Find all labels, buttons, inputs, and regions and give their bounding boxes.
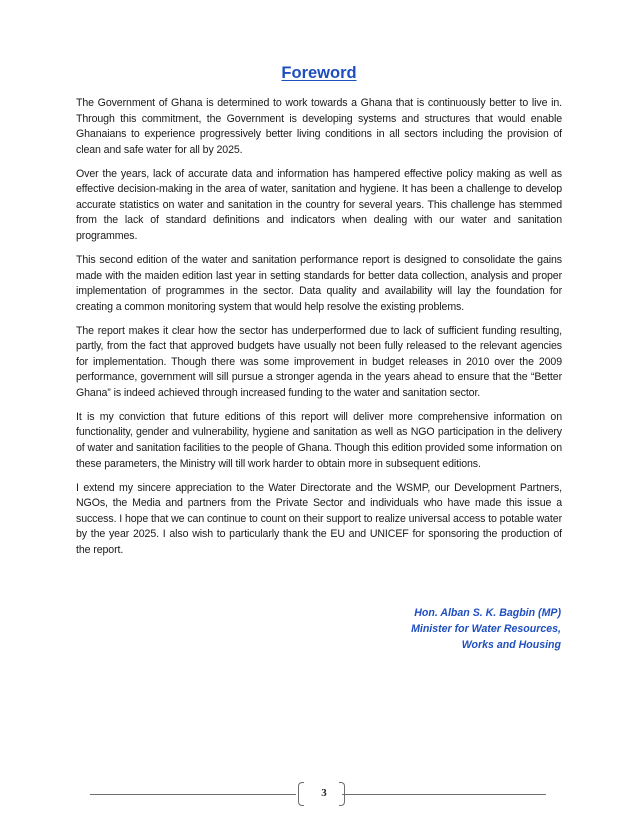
page-number: 3 <box>321 787 327 799</box>
footer-rule-right <box>342 794 546 795</box>
paragraph-6: I extend my sincere appreciation to the Water Directorate and the WSMP, our Development Partners, NGOs, the Media and partners from the Private Sector and individuals who have made this issue a success. I hope that we can continue to count on their support to realize universal access to potable water by the year 2025. I also wish to particularly thank the EU and UNICEF for sponsoring the production of the report. <box>76 481 562 556</box>
page-title: Foreword <box>281 64 357 82</box>
foreword-body <box>76 96 562 567</box>
page-footer <box>90 782 546 806</box>
paragraph-3: This second edition of the water and sanitation performance report is designed to consolidate the gains made with the maiden edition last year in setting standards for better data collection, analysis and proper implementation of programmes in the sector. Data quality and availability will lay the foundation for creating a common monitoring system that would help resolve the existing problems. <box>76 253 562 313</box>
footer-rule-left <box>90 794 296 795</box>
paragraph-1: The Government of Ghana is determined to work towards a Ghana that is continuously better to live in. Through this commitment, the Government is developing systems and structures that would enable Ghanaians to experience progressively better living conditions in all sectors including the provision of clean and safe water for all by 2025. <box>76 97 562 156</box>
signature-block <box>411 606 561 653</box>
paragraph-5: It is my conviction that future editions of this report will deliver more comprehensive information on functionality, gender and vulnerability, hygiene and sanitation as well as NGO participation in the delivery of water and sanitation facilities to the people of Ghana. Though this edition provided some information on these parameters, the Ministry will till work harder to obtain more in subsequent editions. <box>76 410 562 470</box>
paragraph-4: The report makes it clear how the sector has underperformed due to lack of sufficient funding resulting, partly, from the fact that approved budgets have usually not been fully released to the relevant agencies for implementation. Though there was some improvement in budget releases in 2010 over the 2009 performance, government will sill pursue a stronger agenda in the years ahead to ensure that the “Better Ghana” is indeed achieved through increased funding to the water and sanitation sector. <box>76 324 562 399</box>
signatory-role-line-1: Minister for Water Resources, <box>411 622 561 635</box>
signatory-name: Hon. Alban S. K. Bagbin (MP) <box>414 607 561 619</box>
signatory-role-line-2: Works and Housing <box>461 638 561 651</box>
paragraph-2: Over the years, lack of accurate data and information has hampered effective policy making as well as effective decision-making in the area of water, sanitation and hygiene. It has been a challenge to develop accurate statistics on water and sanitation in the country for several years. This challenge has stemmed from the lack of standard definitions and indicators when dealing with our water and sanitation programmes. <box>76 167 562 243</box>
